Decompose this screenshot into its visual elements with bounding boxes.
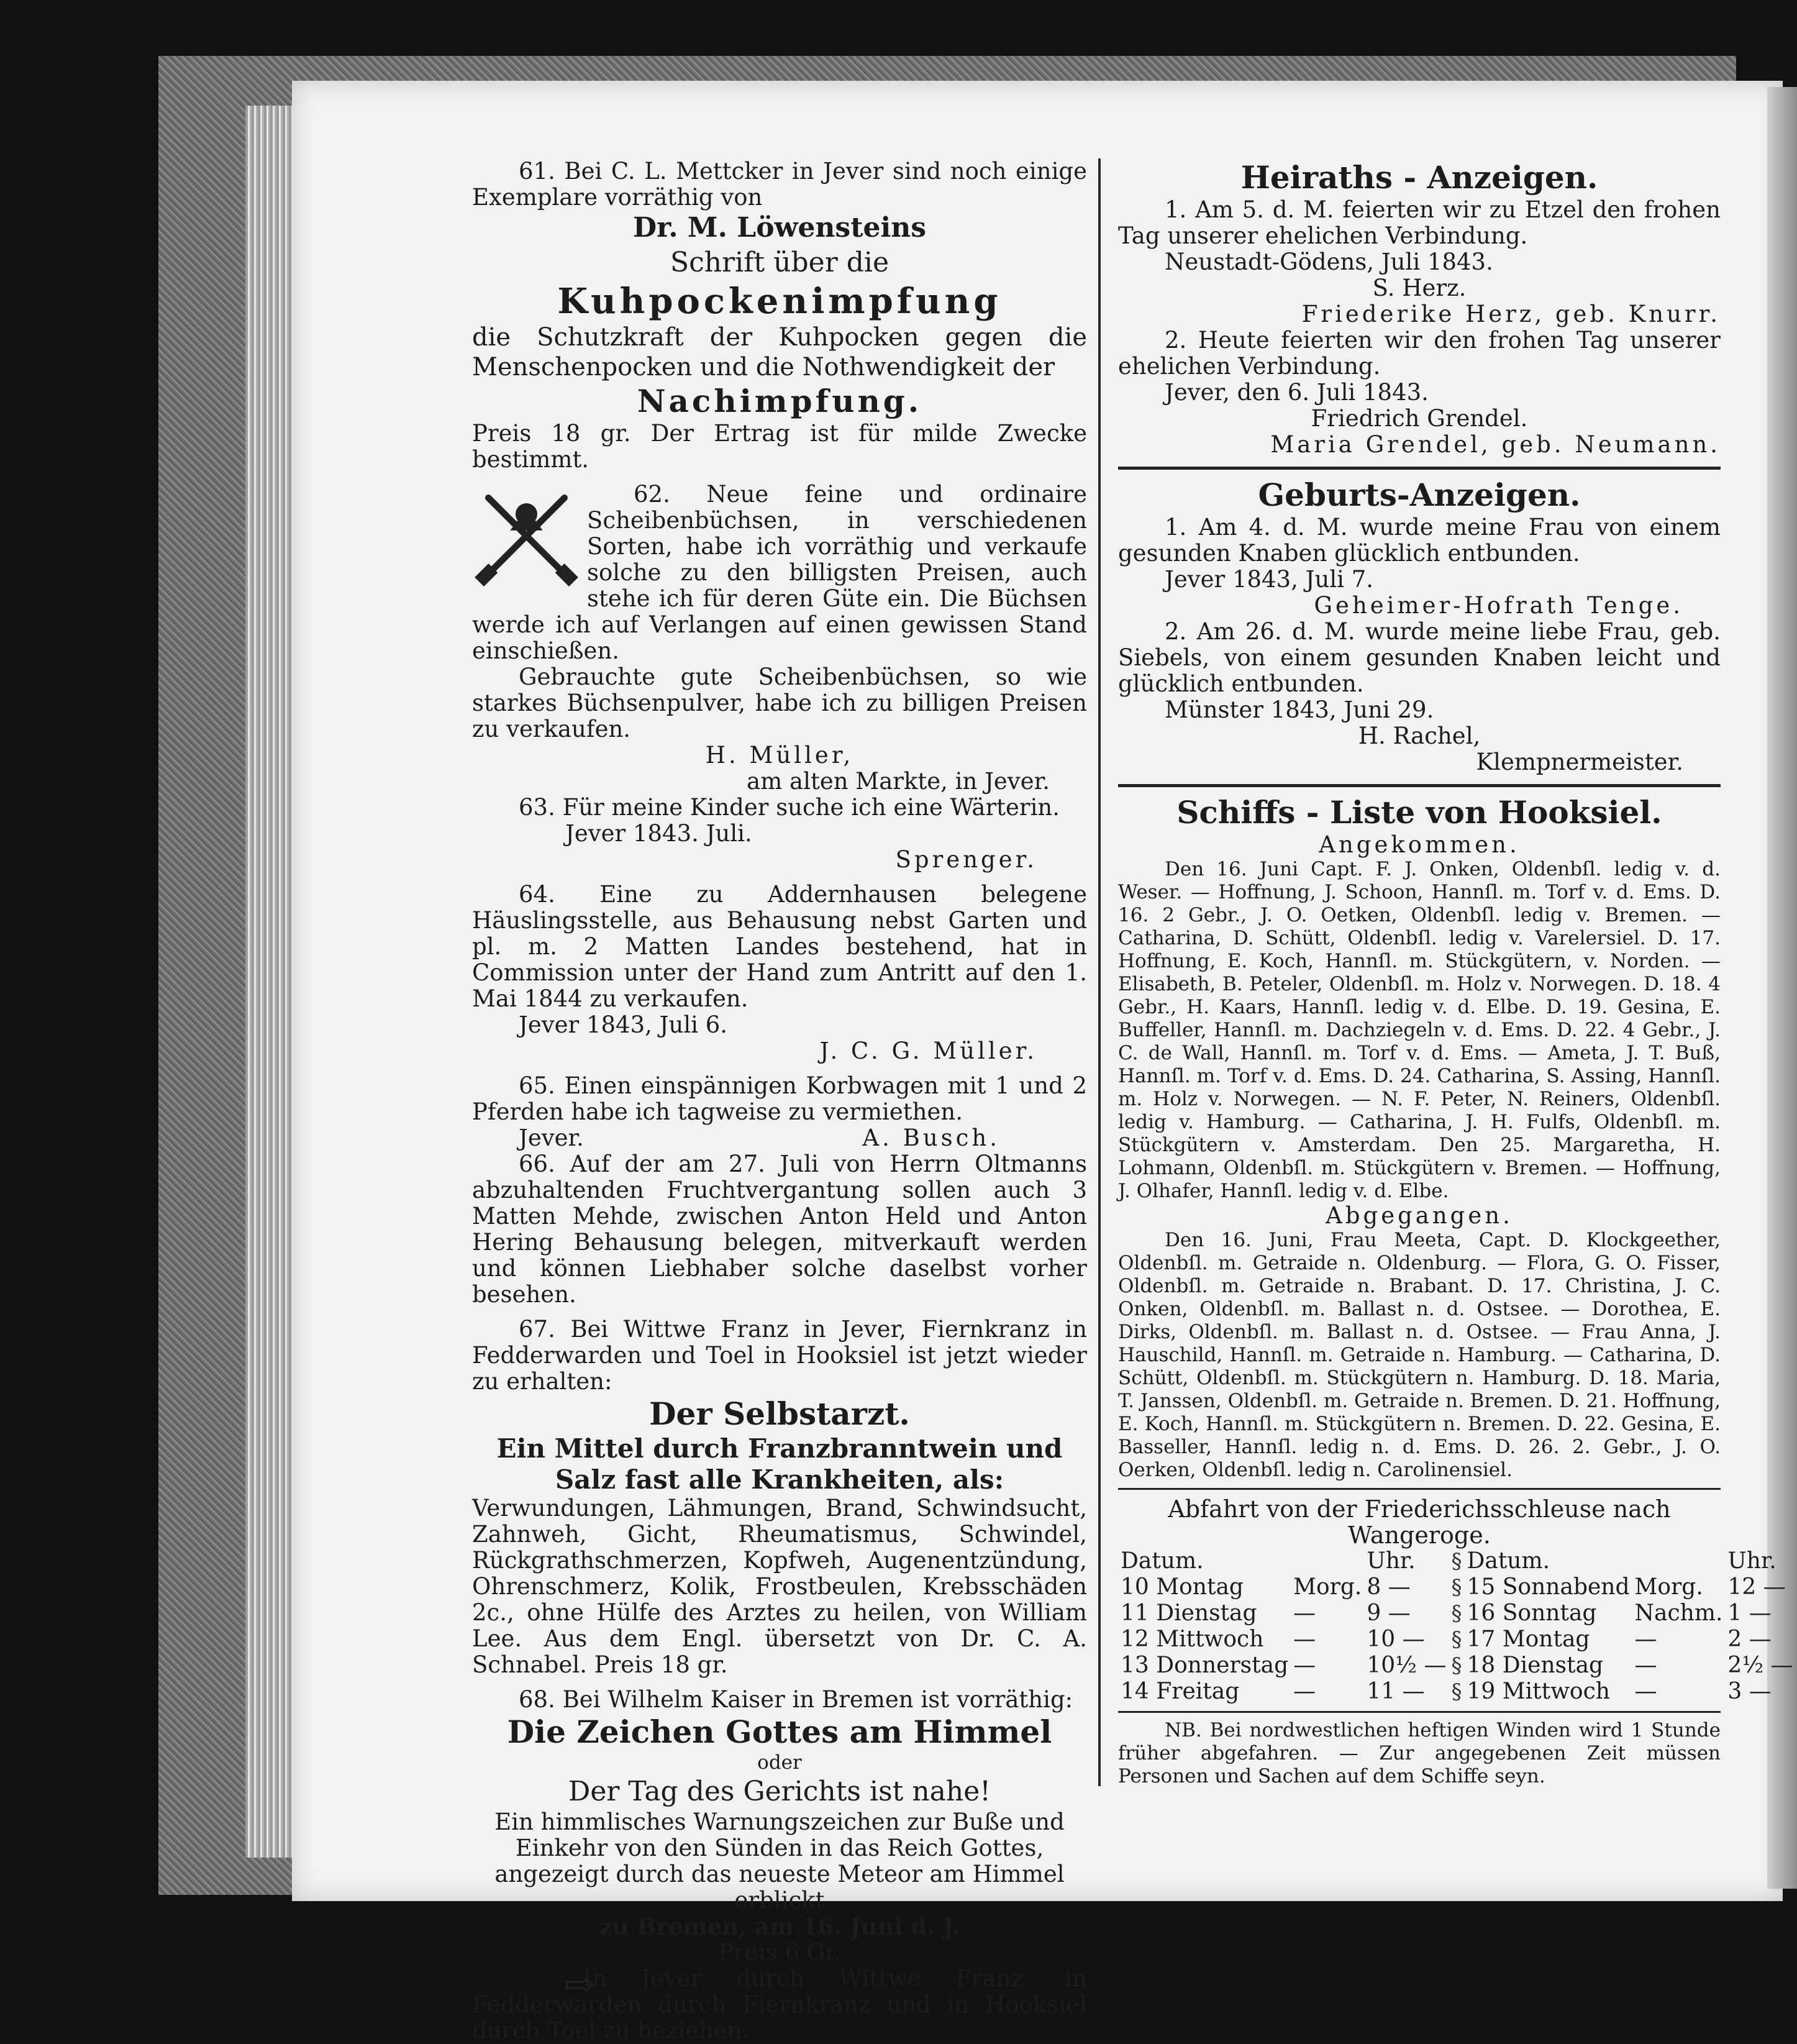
geburts-heading: Geburts-Anzeigen. bbox=[1258, 477, 1581, 513]
departure-schedule bbox=[1118, 1548, 1796, 1705]
ad-61-title: Kuhpockenimpfung bbox=[557, 281, 1002, 322]
ad-68-desc: Ein himmlisches Warnungszeichen zur Buße und Einkehr von den Sünden in das Reich Gottes, angezeigt durch das neueste Meteor am Himmel erblickt bbox=[494, 1809, 1065, 1914]
hour: 9 — bbox=[1367, 1600, 1411, 1626]
ad-61-author: Dr. M. Löwensteins bbox=[633, 212, 926, 244]
ad-68-oder: oder bbox=[757, 1751, 802, 1774]
ad-62 bbox=[472, 481, 1087, 795]
heiraths-entry-1: 1. Am 5. d. M. feierten wir zu Etzel den frohen Tag unserer ehelichen Verbindung. bbox=[1118, 196, 1721, 249]
schedule-row: 12 Mittwoch — 10 — § 17 Montag — 2 — bbox=[1118, 1627, 1796, 1653]
period: — bbox=[1293, 1600, 1316, 1626]
ad-62-text2: Gebrauchte gute Scheibenbüchsen, so wie starkes Büchsenpulver, habe ich zu billigen Preisen zu verkaufen. bbox=[472, 664, 1087, 742]
period: — bbox=[1293, 1679, 1316, 1704]
schiffs-heading: Schiffs - Liste von Hooksiel. bbox=[1176, 794, 1662, 831]
heiraths-heading: Heiraths - Anzeigen. bbox=[1240, 159, 1598, 196]
col-datum-left: Datum. bbox=[1121, 1548, 1204, 1574]
pointing-hand-icon bbox=[519, 1973, 548, 1989]
col-datum-right: Datum. bbox=[1467, 1548, 1550, 1574]
ad-65-place: Jever. bbox=[519, 1125, 584, 1151]
departed-heading: Abgegangen. bbox=[1326, 1202, 1513, 1229]
ad-67-desc: Ein Mittel durch Franzbranntwein und Salz fast alle Krankheiten, als: bbox=[496, 1433, 1063, 1495]
ad-63-place: Jever 1843. Juli. bbox=[565, 820, 752, 847]
ad-61 bbox=[472, 158, 1087, 473]
table-rule bbox=[1118, 1711, 1721, 1713]
day: 13 Donnerstag bbox=[1121, 1653, 1289, 1678]
geburts-entry-2-place: Münster 1843, Juni 29. bbox=[1165, 696, 1434, 723]
day: 10 Montag bbox=[1121, 1574, 1244, 1600]
day: 11 Dienstag bbox=[1121, 1600, 1257, 1626]
day: 16 Sonntag bbox=[1467, 1600, 1597, 1626]
ad-68-text: 68. Bei Wilhelm Kaiser in Bremen ist vorräthig: bbox=[519, 1686, 1073, 1713]
ad-62-signature-place: am alten Markte, in Jever. bbox=[747, 768, 1050, 795]
col-uhr-left: Uhr. bbox=[1367, 1548, 1416, 1574]
column-divider bbox=[1098, 158, 1101, 1786]
ad-61-title2: Nachimpfung. bbox=[637, 383, 922, 419]
ad-68-price: Preis 6 Gr. bbox=[718, 1939, 841, 1966]
day: 15 Sonnabend bbox=[1467, 1574, 1630, 1600]
schedule-row: 13 Donnerstag — 10½ — § 18 Dienstag — 2½ — bbox=[1118, 1653, 1796, 1679]
hour: 2½ — bbox=[1727, 1653, 1793, 1678]
ad-64-text: 64. Eine zu Addernhausen belegene Häuslingsstelle, aus Behausung nebst Garten und pl. m. 2 Matten Landes bestehend, hat in Commission unter der Hand zum Antritt auf den 1. Mai 1844 zu verkaufen. bbox=[472, 881, 1087, 1012]
period: — bbox=[1634, 1653, 1657, 1678]
abfahrt-note: NB. Bei nordwestlichen heftigen Winden wird 1 Stunde früher abgefahren. — Zur angegebenen Zeit müssen Personen und Sachen auf dem Schiffe seyn. bbox=[1118, 1719, 1721, 1787]
abfahrt-table bbox=[1118, 1495, 1793, 1788]
schedule-row: 10 Montag Morg. 8 — § 15 Sonnabend Morg. 12 — bbox=[1118, 1574, 1796, 1600]
ad-63 bbox=[472, 795, 1087, 873]
ad-66 bbox=[472, 1151, 1087, 1308]
schedule-row: 11 Dienstag — 9 — § 16 Sonntag Nachm. 1 — bbox=[1118, 1600, 1796, 1627]
heiraths-entry-1-place: Neustadt-Gödens, Juli 1843. bbox=[1165, 249, 1493, 275]
geburts-entry-1-place: Jever 1843, Juli 7. bbox=[1165, 566, 1374, 593]
ad-68-title: Die Zeichen Gottes am Himmel bbox=[507, 1713, 1052, 1750]
period: Morg. bbox=[1293, 1574, 1362, 1600]
geburts-entry-2-sig1: H. Rachel, bbox=[1358, 723, 1481, 749]
day: 12 Mittwoch bbox=[1121, 1627, 1264, 1652]
ad-64-signature: J. C. G. Müller. bbox=[819, 1038, 1037, 1064]
hour: 12 — bbox=[1727, 1574, 1786, 1600]
heiraths-entry-2-sig2: Maria Grendel, geb. Neumann. bbox=[1270, 431, 1721, 458]
hour: 10½ — bbox=[1367, 1653, 1447, 1678]
heiraths-entry-2-sig1: Friedrich Grendel. bbox=[1311, 405, 1528, 432]
ad-61-intro: 61. Bei C. L. Mettcker in Jever sind noch einige Exemplare vorräthig von bbox=[472, 158, 1087, 211]
right-column bbox=[1118, 158, 1793, 1788]
ad-67-list: Verwundungen, Lähmungen, Brand, Schwindsucht, Zahnweh, Gicht, Rheumatismus, Schwindel, Rückgrathschmerzen, Kopfweh, Augenentzündung, Ohrenschmerz, Kolik, Frostbeulen, Krebsschäden 2c., ohne Hülfe des Arztes zu heilen, von William Lee. Aus dem Engl. übersetzt von Dr. C. A. Schnabel. Preis 18 gr. bbox=[472, 1495, 1087, 1678]
geburts-entry-2: 2. Am 26. d. M. wurde meine liebe Frau, geb. Siebels, von einem gesunden Knaben leicht und glücklich entbunden. bbox=[1118, 618, 1721, 697]
period: Nachm. bbox=[1634, 1600, 1723, 1626]
day: 19 Mittwoch bbox=[1467, 1679, 1610, 1704]
hour: 1 — bbox=[1727, 1600, 1772, 1626]
section-rule bbox=[1118, 1488, 1721, 1490]
page-edges bbox=[245, 106, 292, 1858]
period: — bbox=[1293, 1627, 1316, 1652]
arrived-list: Den 16. Juni Capt. F. J. Onken, Oldenbſl. ledig v. d. Weser. — Hoffnung, J. Schoon, Hannſl. m. Torf v. d. Ems. D. 16. 2 Gebr., J. O. Oetken, Oldenbſl. ledig v. Bremen. — Catharina, D. Schütt, Oldenbſl. ledig v. Varelersiel. D. 17. Hoffnung, E. Koch, Hannſl. m. Stückgütern, v. Norden. — Elisabeth, B. Peteler, Oldenbſl. m. Holz v. Norwegen. D. 18. 4 Gebr., H. Kaars, Hannſl. ledig v. d. Elbe. D. 19. Gesina, E. Buffeller, Hannſl. m. Dachziegeln v. d. Ems. D. 22. 4 Gebr., J. C. de Wall, Hannſl. m. Torf v. d. Ems. — Ameta, J. T. Buß, Hannſl. m. Torf v. d. Ems. D. 24. Catharina, S. Assing, Hannſl. m. Holz v. Norwegen. — N. F. Peter, N. Reiners, Oldenbſl. ledig v. Hamburg. — Catharina, J. H. Fulfs, Oldenbſl. m. Stückgütern v. Amsterdam. Den 25. Margaretha, H. Lohmann, Oldenbſl. m. Stückgütern v. Bremen. — Hoffnung, J. Olhafer, Hannſl. ledig v. d. Elbe. bbox=[1118, 858, 1721, 1202]
hour: 8 — bbox=[1367, 1574, 1411, 1600]
ad-67-title: Der Selbstarzt. bbox=[649, 1395, 910, 1432]
ad-62-signature: H. Müller, bbox=[705, 742, 854, 769]
ad-68 bbox=[472, 1687, 1087, 2044]
hour: 2 — bbox=[1727, 1627, 1772, 1652]
section-rule bbox=[1118, 467, 1721, 470]
heiraths-entry-1-sig2: Friederike Herz, geb. Knurr. bbox=[1301, 301, 1721, 327]
ad-61-subtitle: Schrift über die bbox=[670, 247, 889, 278]
geburts-entry-1-sig: Geheimer-Hofrath Tenge. bbox=[1314, 592, 1683, 619]
ad-64 bbox=[472, 882, 1087, 1064]
ad-63-text: 63. Für meine Kinder suche ich eine Wärterin. bbox=[519, 794, 1060, 821]
ad-65-text: 65. Einen einspännigen Korbwagen mit 1 und 2 Pferden habe ich tagweise zu vermiethen. bbox=[472, 1072, 1087, 1125]
geburts-entry-2-sig2: Klempnermeister. bbox=[1476, 749, 1683, 775]
ad-65 bbox=[472, 1073, 1087, 1151]
crossed-rifles-icon bbox=[472, 481, 581, 590]
hour: 11 — bbox=[1367, 1679, 1425, 1704]
abfahrt-heading: Abfahrt von der Friederichsschleuse nach Wangeroge. bbox=[1168, 1495, 1671, 1549]
period: — bbox=[1293, 1653, 1316, 1678]
period: — bbox=[1634, 1679, 1657, 1704]
geburts-anzeigen bbox=[1118, 476, 1721, 775]
ad-61-price: Preis 18 gr. Der Ertrag ist für milde Zwecke bestimmt. bbox=[472, 420, 1087, 473]
section-rule bbox=[1118, 784, 1721, 787]
arrived-heading: Angekommen. bbox=[1319, 831, 1520, 858]
period: Morg. bbox=[1634, 1574, 1703, 1600]
schedule-row: 14 Freitag — 11 — § 19 Mittwoch — 3 — bbox=[1118, 1679, 1796, 1705]
ad-68-title2: Der Tag des Gerichts ist nahe! bbox=[568, 1776, 991, 1807]
departed-list: Den 16. Juni, Frau Meeta, Capt. D. Klockgeether, Oldenbſl. m. Getraide n. Oldenburg. — Flora, G. O. Fisser, Oldenbſl. m. Getraide n. Brabant. D. 17. Christina, J. C. Onken, Oldenbſl. m. Ballast n. d. Ostsee. — Dorothea, E. Dirks, Oldenbſl. m. Ballast n. d. Ostsee. — Frau Anna, J. Hauschild, Hannſl. m. Getraide n. Hamburg. — Catharina, D. Schütt, Oldenbſl. m. Stückgütern n. Hamburg. D. 18. Maria, T. Janssen, Oldenbſl. m. Getraide n. Bremen. D. 21. Hoffnung, E. Koch, Hannſl. m. Stückgütern n. Bremen. D. 22. Gesina, E. Basseller, Hannſl. ledig n. d. Ems. D. 26. 2. Gebr., J. O. Oerken, Oldenbſl. ledig n. Carolinensiel. bbox=[1118, 1229, 1721, 1481]
ad-67 bbox=[472, 1316, 1087, 1678]
ad-66-text: 66. Auf der am 27. Juli von Herrn Oltmanns abzuhaltenden Fruchtvergantung sollen auch 3 Matten Mehde, zwischen Anton Held und Anton Hering Behausung belegen, mitverkauft werden und können Liebhaber solche daselbst vorher besehen. bbox=[472, 1151, 1087, 1308]
heiraths-entry-2: 2. Heute feierten wir den frohen Tag unserer ehelichen Verbindung. bbox=[1118, 327, 1721, 380]
day: 18 Dienstag bbox=[1467, 1653, 1604, 1678]
schedule-header-row: Datum. Uhr. § Datum. Uhr. bbox=[1118, 1548, 1796, 1574]
ad-63-signature: Sprenger. bbox=[895, 846, 1037, 873]
heiraths-entry-2-place: Jever, den 6. Juli 1843. bbox=[1165, 379, 1429, 406]
left-column bbox=[472, 158, 1087, 2044]
heiraths-entry-1-sig1: S. Herz. bbox=[1372, 275, 1467, 301]
hour: 10 — bbox=[1367, 1627, 1425, 1652]
geburts-entry-1: 1. Am 4. d. M. wurde meine Frau von einem gesunden Knaben glücklich entbunden. bbox=[1118, 514, 1721, 567]
ad-64-place: Jever 1843, Juli 6. bbox=[519, 1011, 728, 1038]
day: 17 Montag bbox=[1467, 1627, 1590, 1652]
ad-68-footer-text: In Jever durch Wittwe Franz, in Fedderwarden durch Fiernkranz und in Hooksiel durch Toel zu beziehen. bbox=[472, 1965, 1087, 2044]
day: 14 Freitag bbox=[1121, 1679, 1240, 1704]
hour: 3 — bbox=[1727, 1679, 1772, 1704]
col-uhr-right: Uhr. bbox=[1727, 1548, 1777, 1574]
ad-62-text: 62. Neue feine und ordinaire Scheibenbüchsen, in verschiedenen Sorten, habe ich vorräthig und verkaufe solche zu den billigsten Preisen, auch stehe ich für deren Güte ein. Die Büchsen werde ich auf Verlangen auf einen gewissen Stand einschießen. bbox=[472, 481, 1087, 664]
ad-68-place: zu Bremen, am 16. Juni d. J. bbox=[599, 1913, 960, 1940]
ad-65-signature: A. Busch. bbox=[862, 1125, 1000, 1151]
heiraths-anzeigen bbox=[1118, 158, 1721, 458]
period: — bbox=[1634, 1627, 1657, 1652]
ad-68-footer bbox=[472, 1966, 1087, 2044]
ad-61-desc: die Schutzkraft der Kuhpocken gegen die Menschenpocken und die Nothwendigkeit der bbox=[472, 323, 1087, 381]
ad-67-text: 67. Bei Wittwe Franz in Jever, Fiernkranz in Fedderwarden und Toel in Hooksiel ist jetzt wieder zu erhalten: bbox=[472, 1316, 1087, 1395]
schiffs-liste bbox=[1118, 793, 1721, 1482]
